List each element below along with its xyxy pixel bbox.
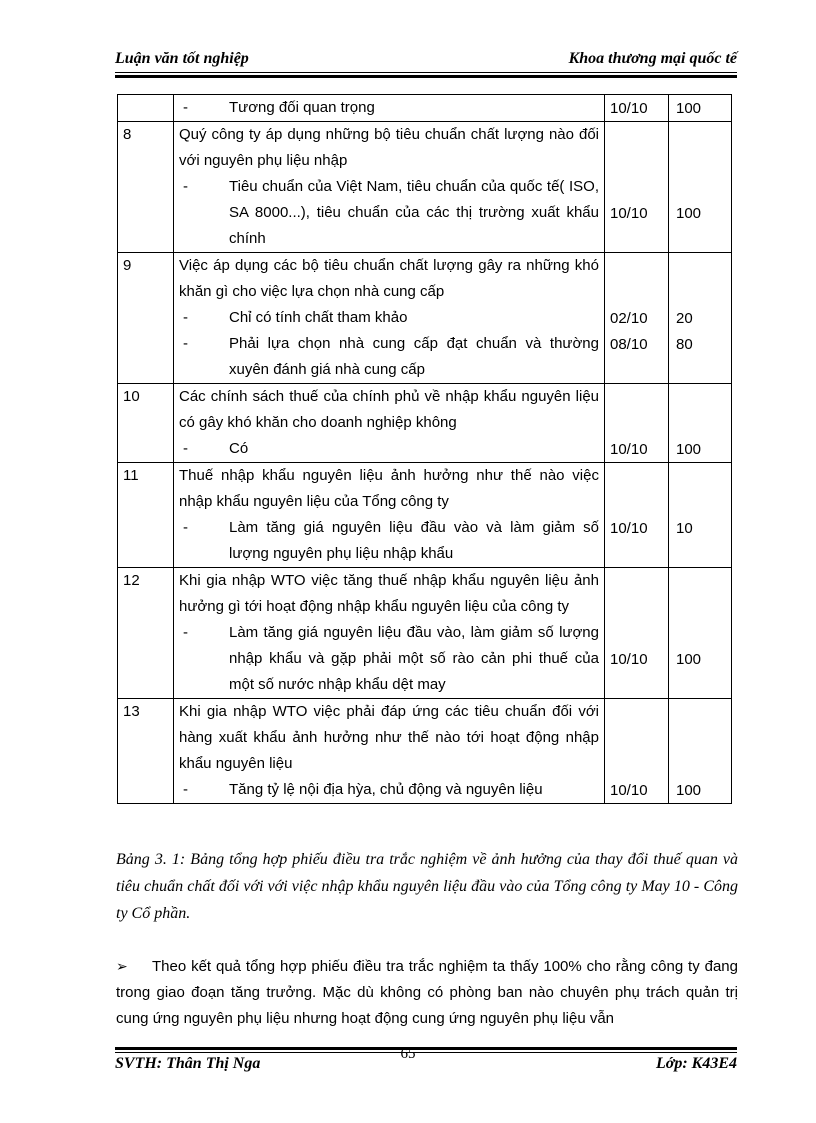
- percent-value: 100: [676, 99, 702, 117]
- percent-value: 10: [676, 519, 693, 537]
- survey-table: [117, 94, 732, 804]
- result-cell: [605, 463, 669, 568]
- option-text: Phải lựa chọn nhà cung cấp đạt chuẩn và thường xuyên đánh giá nhà cung cấp: [229, 335, 599, 378]
- answer-option: [179, 174, 599, 252]
- question-cell: [174, 463, 605, 568]
- option-text: Tương đối quan trọng: [229, 99, 375, 116]
- answer-option: [179, 777, 599, 803]
- option-dash: -: [183, 309, 188, 326]
- option-dash: -: [183, 440, 188, 457]
- header-rule-thin: [115, 72, 737, 73]
- table-row: [118, 699, 732, 804]
- paragraph-text: Theo kết quả tổng hợp phiếu điều tra trắc nghiệm ta thấy 100% cho rằng công ty đang trong giao đoạn tăng trưởng. Mặc dù không có phòng ban nào chuyên phụ trách quản trị cung ứng nguyên phụ liệu nhưng hoạt động cung ứng nguyên phụ liệu vẫn: [116, 958, 738, 1027]
- row-number: 11: [118, 463, 174, 568]
- percent-value: 20: [676, 309, 693, 327]
- table-row: [118, 463, 732, 568]
- result-value: 08/10: [610, 335, 648, 353]
- question-text: Quý công ty áp dụng những bộ tiêu chuẩn chất lượng nào đối với nguyên phụ liệu nhập: [179, 126, 599, 169]
- result-cell: [605, 122, 669, 253]
- result-cell: [605, 253, 669, 384]
- option-text: Làm tăng giá nguyên liệu đầu vào và làm giảm số lượng nguyên phụ liệu nhập khẩu: [229, 519, 599, 562]
- table-row: [118, 122, 732, 253]
- percent-cell: [669, 463, 732, 568]
- answer-option: [179, 305, 599, 331]
- question-cell: [174, 253, 605, 384]
- option-text: Tăng tỷ lệ nội địa hỳa, chủ động và nguyên liệu: [229, 781, 543, 798]
- percent-value: 100: [676, 781, 702, 799]
- question-cell: [174, 699, 605, 804]
- result-value: 10/10: [610, 204, 648, 222]
- header-right-title: Khoa thương mại quốc tế: [568, 50, 737, 67]
- question-cell: [174, 122, 605, 253]
- answer-option: [179, 620, 599, 698]
- result-value: 10/10: [610, 650, 648, 668]
- table-caption: Bảng 3. 1: Bảng tổng hợp phiếu điều tra trắc nghiệm về ảnh hưởng của thay đổi thuế quan và tiêu chuẩn chất đối với với việc nhập khẩu nguyên liệu đầu vào của Tổng công ty May 10 - Công ty Cổ phần.: [116, 851, 738, 922]
- question-text: Việc áp dụng các bộ tiêu chuẩn chất lượng gây ra những khó khăn gì cho việc lựa chọn nhà cung cấp: [179, 257, 599, 300]
- page-footer: [115, 1055, 737, 1079]
- body-paragraph: [116, 953, 738, 1032]
- table-row: [118, 253, 732, 384]
- page-number: 65: [400, 1046, 416, 1062]
- question-text: Khi gia nhập WTO việc tăng thuế nhập khẩu nguyên liệu ảnh hưởng gì tới hoạt động nhập khẩu nguyên liệu của công ty: [179, 572, 599, 615]
- result-value: 10/10: [610, 440, 648, 458]
- percent-value: 80: [676, 335, 693, 353]
- result-value: 02/10: [610, 309, 648, 327]
- table-row: [118, 95, 732, 122]
- percent-cell: [669, 253, 732, 384]
- row-number: [118, 95, 174, 122]
- percent-cell: [669, 95, 732, 122]
- answer-option: [179, 95, 599, 121]
- option-text: Tiêu chuẩn của Việt Nam, tiêu chuẩn của quốc tế( ISO, SA 8000...), tiêu chuẩn của các thị trường xuất khẩu chính: [229, 178, 599, 247]
- question-text: Khi gia nhập WTO việc phải đáp ứng các tiêu chuẩn đối với hàng xuất khẩu ảnh hưởng như thế nào tới hoạt động nhập khẩu nguyên liệu: [179, 703, 599, 772]
- option-text: Có: [229, 440, 249, 457]
- percent-value: 100: [676, 204, 702, 222]
- option-dash: -: [183, 624, 188, 641]
- footer-class: Lớp: K43E4: [655, 1055, 737, 1072]
- result-value: 10/10: [610, 781, 648, 799]
- row-number: 8: [118, 122, 174, 253]
- result-cell: [605, 568, 669, 699]
- option-dash: -: [183, 781, 188, 798]
- percent-cell: [669, 122, 732, 253]
- result-cell: [605, 384, 669, 463]
- answer-option: [179, 436, 599, 462]
- percent-value: 100: [676, 440, 702, 458]
- answer-option: [179, 515, 599, 567]
- header-left-title: Luận văn tốt nghiệp: [115, 50, 249, 67]
- percent-value: 100: [676, 650, 702, 668]
- row-number: 13: [118, 699, 174, 804]
- answer-option: [179, 331, 599, 383]
- result-value: 10/10: [610, 519, 648, 537]
- percent-cell: [669, 568, 732, 699]
- bullet-arrow-icon: ➢: [116, 958, 128, 974]
- table-row: [118, 568, 732, 699]
- question-cell: [174, 95, 605, 122]
- question-text: Thuế nhập khẩu nguyên liệu ảnh hưởng như thế nào việc nhập khẩu nguyên liệu của Tổng công ty: [179, 467, 599, 510]
- row-number: 12: [118, 568, 174, 699]
- table-row: [118, 384, 732, 463]
- page-header: [115, 48, 737, 72]
- row-number: 9: [118, 253, 174, 384]
- result-cell: [605, 95, 669, 122]
- footer-student: SVTH: Thân Thị Nga: [115, 1055, 261, 1072]
- option-text: Chỉ có tính chất tham khảo: [229, 309, 408, 326]
- row-number: 10: [118, 384, 174, 463]
- percent-cell: [669, 384, 732, 463]
- question-cell: [174, 384, 605, 463]
- percent-cell: [669, 699, 732, 804]
- question-cell: [174, 568, 605, 699]
- option-dash: -: [183, 335, 188, 352]
- option-dash: -: [183, 178, 188, 195]
- result-value: 10/10: [610, 99, 648, 117]
- result-cell: [605, 699, 669, 804]
- header-rule-thick: [115, 75, 737, 78]
- option-dash: -: [183, 99, 188, 116]
- option-dash: -: [183, 519, 188, 536]
- question-text: Các chính sách thuế của chính phủ về nhập khẩu nguyên liệu có gây khó khăn cho doanh nghiệp không: [179, 388, 599, 431]
- option-text: Làm tăng giá nguyên liệu đầu vào, làm giảm số lượng nhập khẩu và gặp phải một số rào cản phi thuế của một số nước nhập khẩu dệt may: [229, 624, 599, 693]
